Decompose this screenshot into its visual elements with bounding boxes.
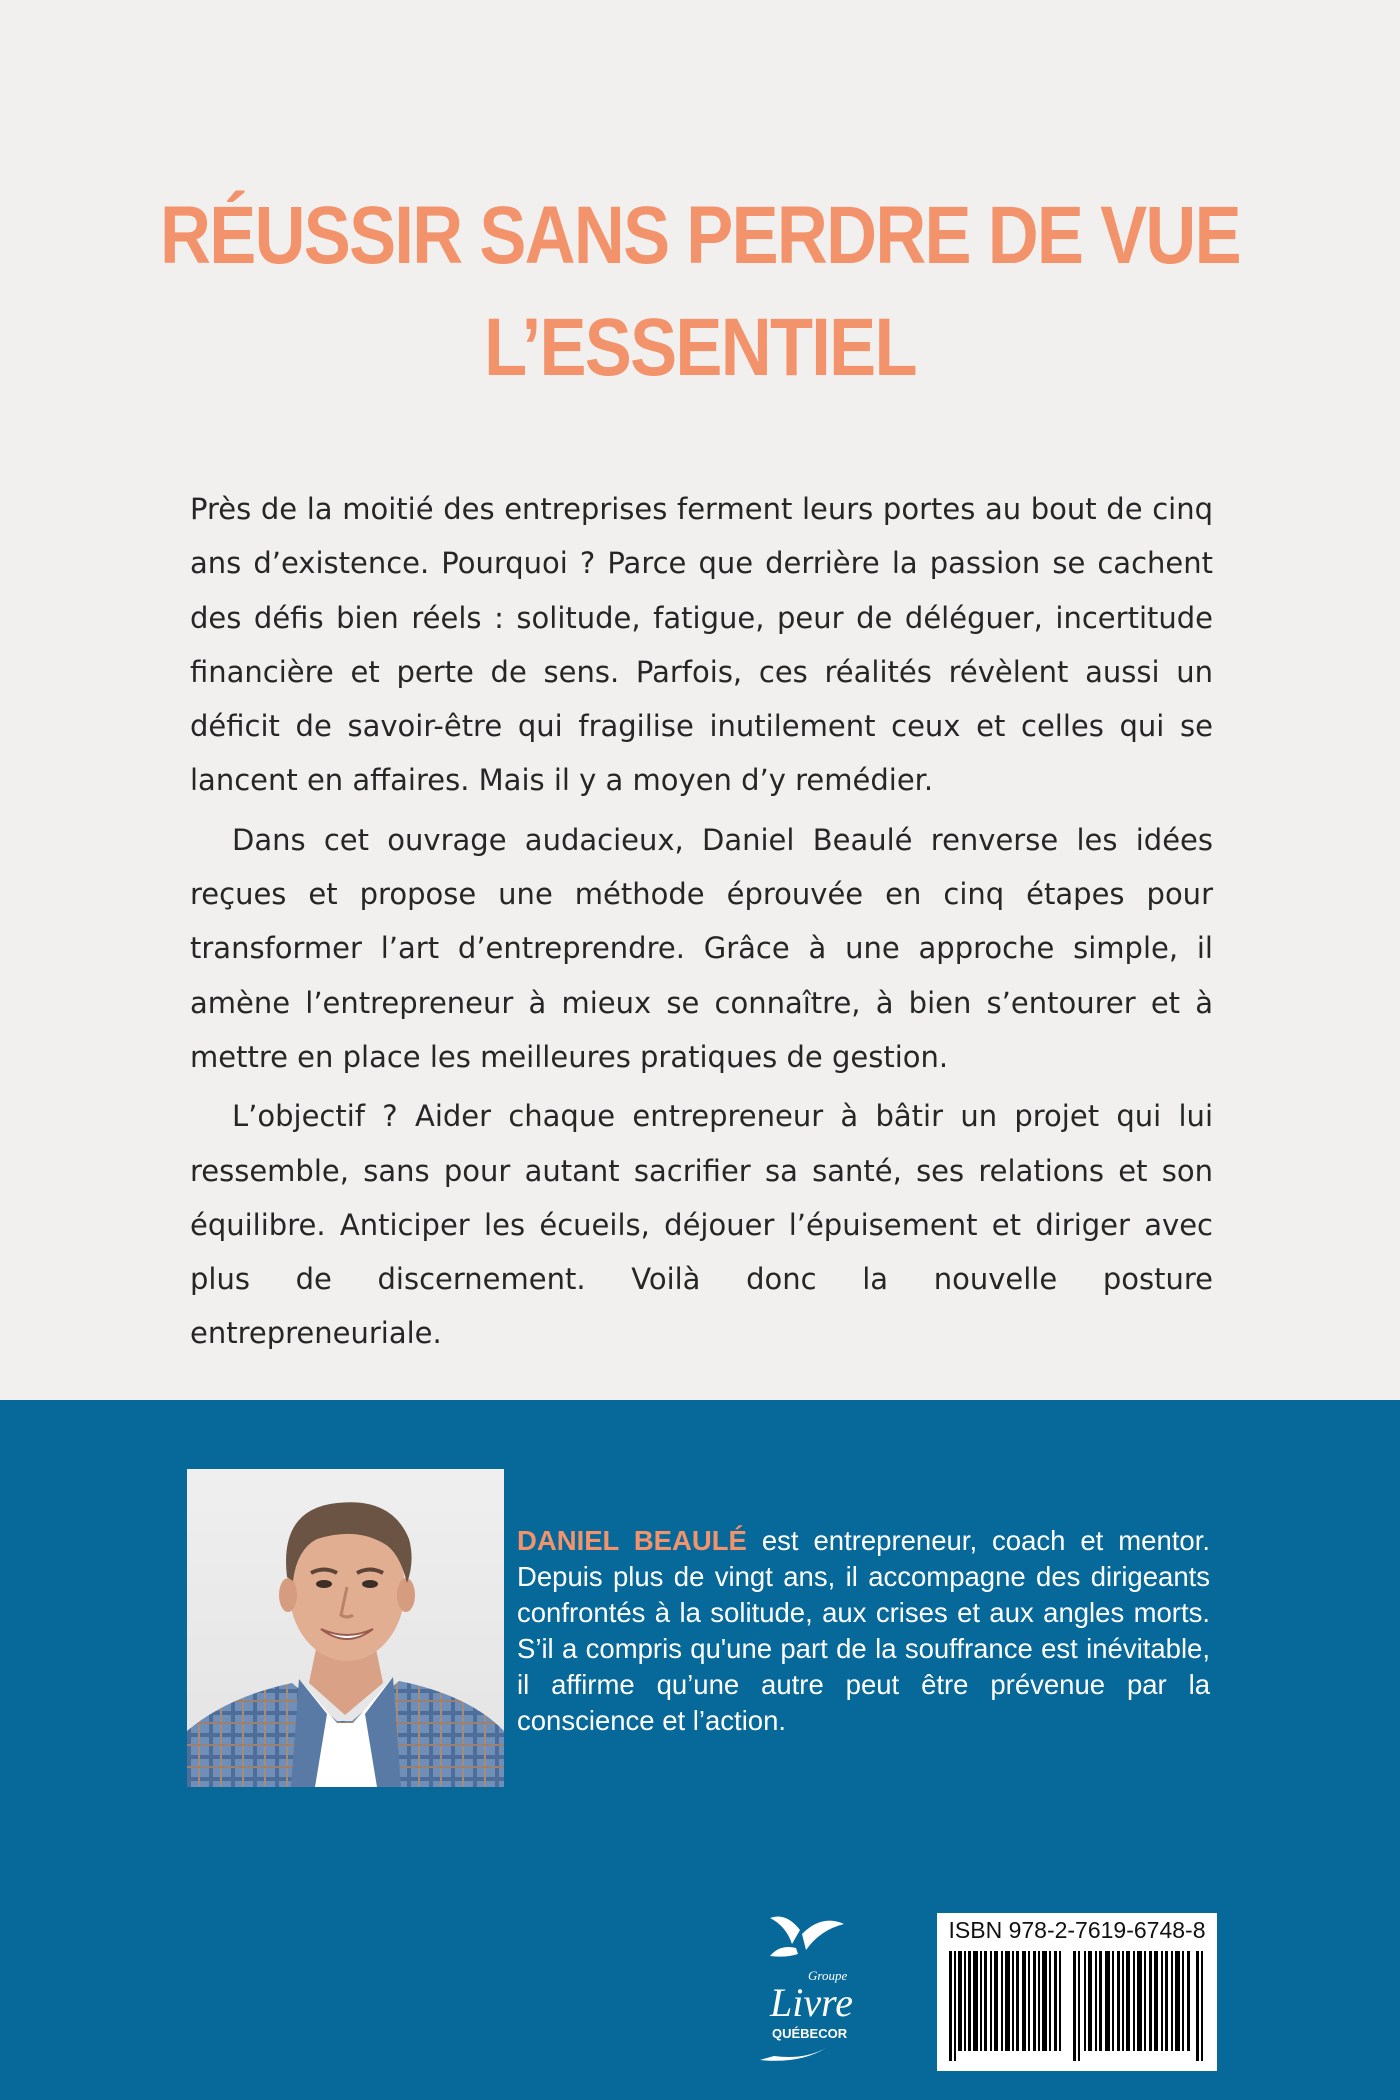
publisher-line-2: Livre [770, 1980, 853, 2025]
publisher-logo [740, 1910, 880, 2070]
author-name: DANIEL BEAULÉ [517, 1525, 747, 1556]
cover-title [98, 180, 1302, 404]
butterfly-icon [740, 1910, 880, 2070]
author-bio [517, 1523, 1210, 1739]
blurb-paragraph-3: L’objectif ? Aider chaque entrepreneur à bâtir un projet qui lui ressemble, sans pour autant sacrifier sa santé, ses relations et son équilibre. Anticiper les écueils, déjouer l’épuisement et diriger avec plus de discernement. Voilà donc la nouvelle posture entrepreneuriale. [190, 1099, 1213, 1351]
author-portrait-icon [187, 1469, 504, 1787]
isbn-block [937, 1913, 1217, 2071]
title-line-2: L’ESSENTIEL [484, 302, 916, 393]
author-bio-text: est entrepreneur, coach et mentor. Depuis plus de vingt ans, il accompagne des dirigeants confrontés à la solitude, aux crises et aux angles morts. S’il a compris qu'une part de la souffrance est inévitable, il affirme qu’une autre peut être prévenue par la conscience et l’action. [517, 1525, 1210, 1736]
barcode-icon [949, 1951, 1205, 2061]
blurb-paragraph-2: Dans cet ouvrage audacieux, Daniel Beaulé renverse les idées reçues et propose une méthode éprouvée en cinq étapes pour transformer l’art d’entreprendre. Grâce à une approche simple, il amène l’entrepreneur à mieux se connaître, à bien s’entourer et à mettre en place les meilleures pratiques de gestion. [190, 822, 1213, 1074]
isbn-number: ISBN 978-2-7619-6748-8 [948, 1917, 1206, 1943]
publisher-line-1: Groupe [808, 1968, 848, 1983]
blurb [190, 482, 1213, 1361]
blurb-paragraph-1: Près de la moitié des entreprises ferment leurs portes au bout de cinq ans d’existence. Pourquoi ? Parce que derrière la passion se cachent des défis bien réels : solitude, fatigue, peur de déléguer, incertitude financière et perte de sens. Parfois, ces réalités révèlent aussi un déficit de savoir-être qui fragilise inutilement ceux et celles qui se lancent en affaires. Mais il y a moyen d’y remédier. [190, 492, 1213, 798]
publisher-line-3: QUÉBECOR [772, 2026, 848, 2041]
author-photo [187, 1469, 504, 1787]
title-line-1: RÉUSSIR SANS PERDRE DE VUE [160, 190, 1240, 281]
